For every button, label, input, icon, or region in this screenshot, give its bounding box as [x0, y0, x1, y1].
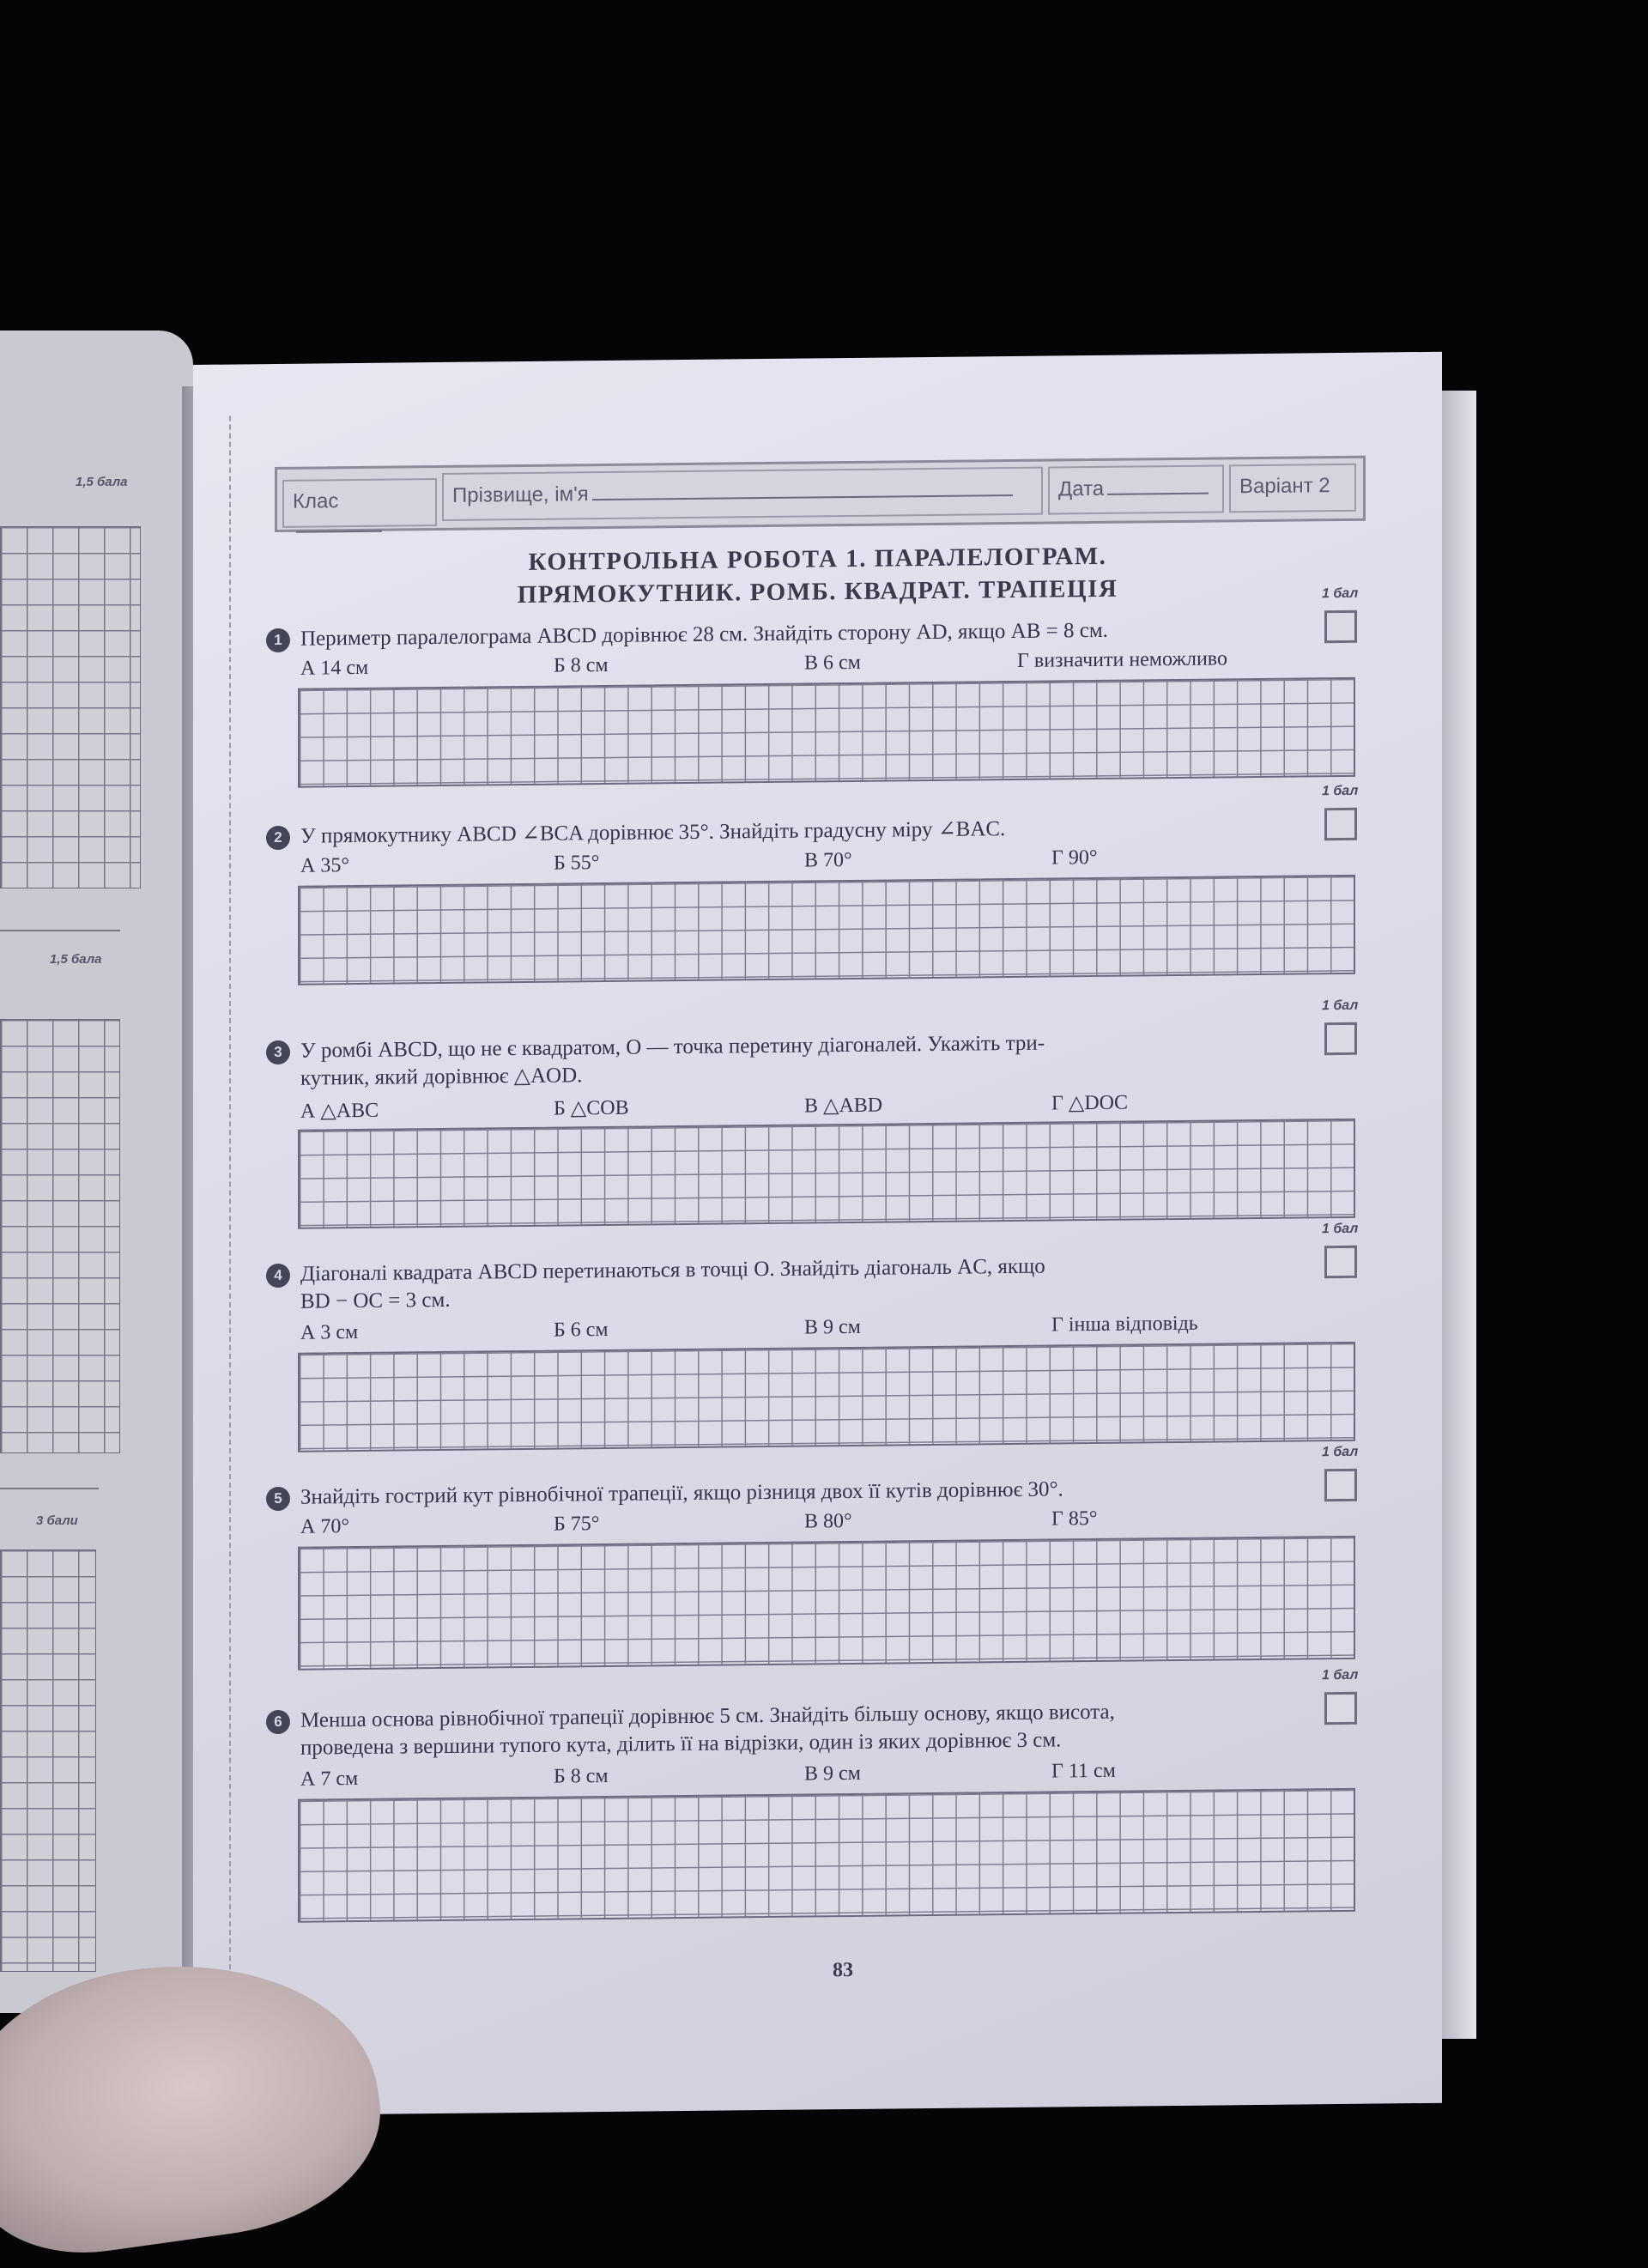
task-number-badge: 6	[266, 1710, 290, 1734]
date-field[interactable]	[1048, 464, 1224, 514]
option-a[interactable]: А 3 см	[300, 1320, 359, 1344]
points-label: 1 бал	[1322, 1444, 1359, 1460]
option-b[interactable]: Б 75°	[554, 1513, 600, 1536]
class-label: Клас	[293, 489, 339, 513]
variant-label: Варіант 2	[1229, 464, 1356, 513]
page-number: 83	[833, 1958, 853, 1982]
option-d[interactable]: Г 90°	[1051, 846, 1098, 870]
answer-grid[interactable]	[298, 1342, 1355, 1452]
option-c[interactable]: В 70°	[804, 848, 852, 872]
task-5	[193, 1444, 1442, 1538]
left-answer-grid	[0, 526, 141, 888]
points-label: 1 бал	[1322, 783, 1359, 799]
question-text: У прямокутнику ABCD ∠BCA дорівнює 35°. Знайдіть градусну міру ∠BAC.	[300, 817, 1006, 848]
left-points-label: 1,5 бала	[50, 952, 102, 967]
score-box[interactable]	[1324, 1022, 1357, 1055]
task-number-badge: 2	[266, 826, 290, 850]
option-a[interactable]: А △ABC	[300, 1099, 379, 1123]
score-box[interactable]	[1324, 1469, 1357, 1501]
left-answer-grid	[0, 1019, 120, 1453]
answer-grid[interactable]	[298, 1119, 1355, 1229]
page-edge	[1442, 391, 1476, 2039]
worksheet-title: КОНТРОЛЬНА РОБОТА 1. ПАРАЛЕЛОГРАМ.	[528, 542, 1107, 576]
score-box[interactable]	[1324, 808, 1357, 840]
answer-grid[interactable]	[298, 677, 1355, 788]
question-text: кутник, який дорівнює △AOD.	[300, 1064, 583, 1090]
answer-grid[interactable]	[298, 1536, 1355, 1671]
cut-line	[229, 416, 231, 2065]
task-6	[193, 1667, 1442, 1791]
points-label: 1 бал	[1322, 998, 1359, 1014]
score-box[interactable]	[1324, 1692, 1357, 1725]
option-d[interactable]: Г інша відповідь	[1051, 1312, 1198, 1337]
question-text: проведена з вершини тупого кута, ділить її на відрізки, один із яких дорівнює 3 см.	[300, 1728, 1062, 1760]
left-points-label: 3 бали	[36, 1513, 78, 1528]
task-4	[193, 1221, 1442, 1344]
points-label: 1 бал	[1322, 1667, 1359, 1683]
option-c[interactable]: В 9 см	[804, 1315, 861, 1339]
score-box[interactable]	[1324, 610, 1357, 643]
left-points-label: 1,5 бала	[76, 475, 128, 489]
option-c[interactable]: В 80°	[804, 1509, 852, 1533]
task-number-badge: 3	[266, 1040, 290, 1064]
task-3	[193, 998, 1442, 1123]
option-a[interactable]: А 7 см	[300, 1767, 359, 1791]
date-label: Дата	[1058, 476, 1105, 501]
task-2	[193, 783, 1442, 877]
question-text: Діагоналі квадрата ABCD перетинаються в точці O. Знайдіть діагональ AC, якщо	[300, 1254, 1045, 1286]
left-divider	[0, 930, 120, 931]
option-b[interactable]: Б 6 см	[554, 1318, 609, 1342]
question-text: Периметр паралелограма ABCD дорівнює 28 см. Знайдіть сторону AD, якщо AB = 8 см.	[300, 618, 1108, 651]
question-text: BD − OC = 3 см.	[300, 1288, 451, 1313]
option-b[interactable]: Б 55°	[554, 852, 600, 875]
student-header	[275, 456, 1366, 532]
option-b[interactable]: Б 8 см	[554, 1764, 609, 1788]
option-c[interactable]: В 6 см	[804, 651, 861, 675]
option-c[interactable]: В △ABD	[804, 1094, 883, 1118]
name-label: Прізвище, ім'я	[452, 482, 589, 507]
worksheet-page	[193, 352, 1442, 2116]
option-a[interactable]: А 14 см	[300, 656, 369, 680]
task-number-badge: 1	[266, 628, 290, 652]
question-text: У ромбі ABCD, що не є квадратом, O — точка перетину діагоналей. Укажіть три-	[300, 1031, 1045, 1063]
option-d[interactable]: Г 85°	[1051, 1507, 1098, 1531]
option-c[interactable]: В 9 см	[804, 1762, 861, 1786]
left-answer-grid	[0, 1549, 96, 1972]
option-b[interactable]: Б △COB	[554, 1096, 629, 1120]
task-number-badge: 5	[266, 1487, 290, 1511]
left-page	[0, 330, 193, 2013]
answer-grid[interactable]	[298, 875, 1355, 985]
question-text: Знайдіть гострий кут рівнобічної трапеції, якщо різниця двох її кутів дорівнює 30°.	[300, 1477, 1063, 1509]
task-number-badge: 4	[266, 1264, 290, 1288]
left-divider	[0, 1488, 99, 1489]
points-label: 1 бал	[1322, 1221, 1359, 1237]
worksheet-subtitle: ПРЯМОКУТНИК. РОМБ. КВАДРАТ. ТРАПЕЦІЯ	[517, 574, 1118, 609]
option-a[interactable]: А 70°	[300, 1515, 349, 1538]
option-d[interactable]: Г 11 см	[1051, 1759, 1116, 1783]
option-a[interactable]: А 35°	[300, 854, 349, 877]
answer-grid[interactable]	[298, 1788, 1355, 1923]
points-label: 1 бал	[1322, 585, 1359, 602]
score-box[interactable]	[1324, 1246, 1357, 1278]
option-d[interactable]: Г визначити неможливо	[1017, 647, 1227, 672]
name-field[interactable]	[442, 467, 1043, 521]
question-text: Менша основа рівнобічної трапеції дорівнює 5 см. Знайдіть більшу основу, якщо висота,	[300, 1700, 1115, 1732]
option-d[interactable]: Г △DOC	[1051, 1091, 1129, 1115]
option-b[interactable]: Б 8 см	[554, 653, 609, 677]
class-field[interactable]	[282, 478, 437, 528]
